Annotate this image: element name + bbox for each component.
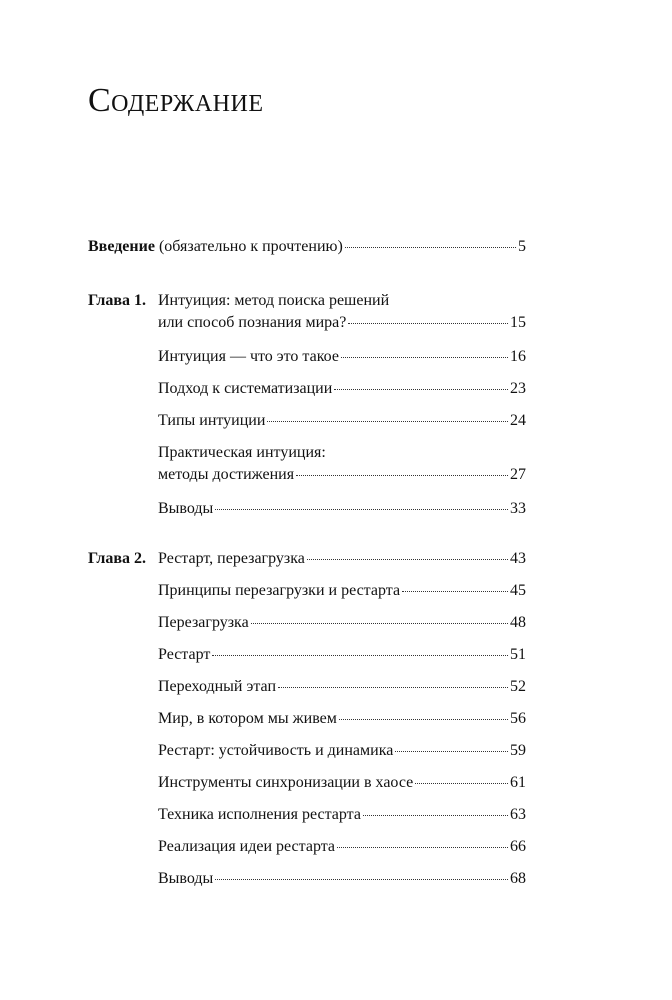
dot-leader: [395, 751, 508, 752]
chapter-title-line2: или способ познания мира?: [158, 314, 347, 331]
dot-leader: [296, 475, 508, 476]
section-title: Принципы перезагрузки и рестарта: [158, 582, 401, 599]
page-number: 61: [510, 774, 526, 791]
chapter-title: Рестарт, перезагрузка: [158, 550, 305, 567]
section-title: Мир, в котором мы живем: [158, 710, 337, 727]
dot-leader: [215, 509, 508, 510]
toc-section[interactable]: [88, 836, 526, 858]
section-title: методы достижения: [158, 466, 295, 483]
dot-leader: [415, 783, 508, 784]
toc-section[interactable]: [88, 708, 526, 730]
toc-section[interactable]: [88, 410, 526, 432]
toc-section[interactable]: [88, 442, 526, 486]
page-number: 27: [510, 466, 526, 483]
dot-leader: [215, 879, 508, 880]
dot-leader: [212, 655, 508, 656]
section-title: Реализация идеи рестарта: [158, 838, 336, 855]
page-number: 5: [518, 238, 526, 255]
toc-section[interactable]: [88, 740, 526, 762]
section-title: Перезагрузка: [158, 614, 249, 631]
toc-entry-intro[interactable]: [88, 236, 526, 258]
dot-leader: [339, 719, 508, 720]
page-number: 59: [510, 742, 526, 759]
dot-leader: [345, 247, 516, 248]
dot-leader: [341, 357, 508, 358]
page-number: 15: [510, 314, 526, 331]
page-number: 48: [510, 614, 526, 631]
page-number: 51: [510, 646, 526, 663]
toc-section[interactable]: [88, 804, 526, 826]
page-number: 33: [510, 500, 526, 517]
section-title: Техника исполнения рестарта: [158, 806, 361, 823]
toc-chapter-1[interactable]: [88, 290, 526, 334]
dot-leader: [307, 559, 508, 560]
section-title: Типы интуиции: [158, 412, 266, 429]
chapter-label: Глава 1.: [88, 292, 146, 309]
section-title: Рестарт: [158, 646, 211, 663]
toc-chapter-2[interactable]: [88, 548, 526, 570]
page-number: 52: [510, 678, 526, 695]
section-title: Подход к систематизации: [158, 380, 333, 397]
section-title: Рестарт: устойчивость и динамика: [158, 742, 394, 759]
dot-leader: [363, 815, 508, 816]
dot-leader: [278, 687, 508, 688]
page-number: 16: [510, 348, 526, 365]
toc-section[interactable]: [88, 676, 526, 698]
intro-subtitle: (обязательно к прочтению): [154, 238, 343, 255]
page-title: Содержание: [88, 82, 264, 119]
page-number: 45: [510, 582, 526, 599]
dot-leader: [267, 421, 508, 422]
toc-section[interactable]: [88, 644, 526, 666]
toc-section[interactable]: [88, 868, 526, 890]
page-number: 56: [510, 710, 526, 727]
page-number: 63: [510, 806, 526, 823]
page-number: 24: [510, 412, 526, 429]
dot-leader: [348, 323, 508, 324]
dot-leader: [402, 591, 508, 592]
page-number: 68: [510, 870, 526, 887]
toc-section[interactable]: [88, 498, 526, 520]
section-title: Переходный этап: [158, 678, 276, 695]
chapter-label: Глава 2.: [88, 550, 146, 567]
dot-leader: [334, 389, 508, 390]
section-title-line1: Практическая интуиция:: [158, 444, 326, 461]
section-title: Выводы: [158, 870, 214, 887]
page-number: 23: [510, 380, 526, 397]
section-title: Интуиция — что это такое: [158, 348, 339, 365]
dot-leader: [337, 847, 508, 848]
toc-section[interactable]: [88, 580, 526, 602]
page-number: 66: [510, 838, 526, 855]
chapter-title-line1: Интуиция: метод поиска решений: [158, 292, 390, 309]
toc-section[interactable]: [88, 346, 526, 368]
toc-section[interactable]: [88, 612, 526, 634]
dot-leader: [251, 623, 508, 624]
section-title: Выводы: [158, 500, 214, 517]
page-number: 43: [510, 550, 526, 567]
toc-section[interactable]: [88, 772, 526, 794]
section-title: Инструменты синхронизации в хаосе: [158, 774, 414, 791]
intro-title: Введение: [88, 238, 155, 255]
toc-section[interactable]: [88, 378, 526, 400]
